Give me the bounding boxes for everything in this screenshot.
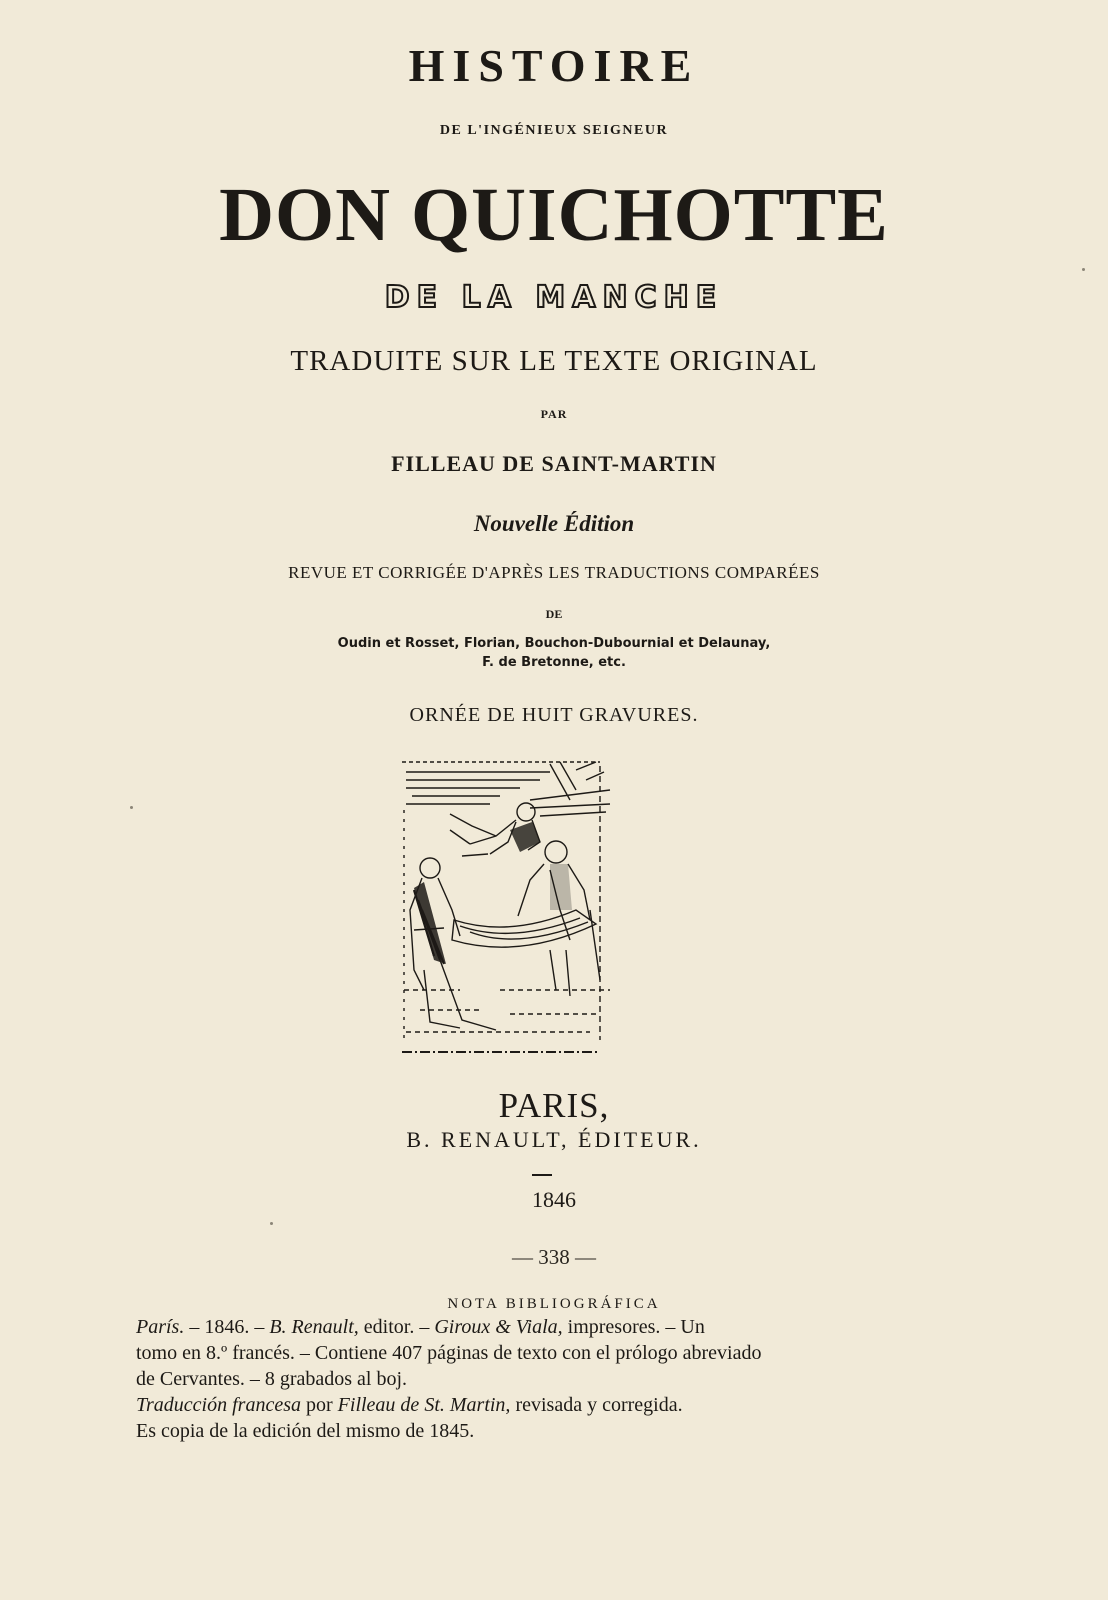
revision-note: REVUE ET CORRIGÉE D'APRÈS LES TRADUCTIONS COMPARÉES — [288, 563, 820, 582]
page-number: — 338 — — [512, 1245, 596, 1269]
paper-speck — [1082, 268, 1085, 271]
translators-list-line2: F. de Bretonne, etc. — [482, 655, 626, 670]
edition-label: Nouvelle Édition — [473, 511, 635, 536]
nota-translation: Traducción francesa — [136, 1394, 301, 1416]
nota-text: revisada y corregida. — [510, 1394, 683, 1416]
by-label: PAR — [540, 407, 568, 421]
nota-line-5: Es copia de la edición del mismo de 1845. — [136, 1420, 475, 1442]
nota-text: – 1846. – — [184, 1316, 270, 1338]
nota-publisher: B. Renault, — [269, 1316, 359, 1338]
bibliographic-note — [136, 1314, 916, 1444]
translation-note: TRADUITE SUR LE TEXTE ORIGINAL — [290, 345, 818, 377]
translators-list-line1: Oudin et Rosset, Florian, Bouchon-Dubournial et Delaunay, — [337, 636, 771, 651]
nota-text: impresores. – Un — [562, 1316, 705, 1338]
translator-name: FILLEAU DE SAINT-MARTIN — [391, 451, 717, 476]
paper-speck — [130, 806, 133, 809]
nota-text: por — [301, 1394, 338, 1416]
nota-translator: Filleau de St. Martin, — [337, 1394, 511, 1416]
nota-text: editor. – — [358, 1316, 435, 1338]
de-label: DE — [545, 607, 563, 621]
publisher-name: B. RENAULT, ÉDITEUR. — [406, 1127, 702, 1152]
nota-line-4 — [136, 1392, 916, 1418]
publication-year: 1846 — [532, 1187, 576, 1212]
nota-line-2: tomo en 8.º francés. – Contiene 407 páginas de texto con el prólogo abreviado — [136, 1342, 762, 1364]
nota-heading: NOTA BIBLIOGRÁFICA — [447, 1296, 661, 1312]
engravings-note: ORNÉE DE HUIT GRAVURES. — [409, 704, 699, 726]
nota-line-3: de Cervantes. – 8 grabados al boj. — [136, 1368, 408, 1390]
nota-line-1 — [136, 1314, 916, 1340]
nota-city: París. — [136, 1316, 185, 1338]
woodcut-illustration-icon — [400, 760, 612, 1060]
subheading-seigneur: DE L'INGÉNIEUX SEIGNEUR — [439, 123, 669, 138]
publication-city: PARIS, — [498, 1086, 610, 1125]
divider-rule — [532, 1174, 552, 1176]
decorative-subtitle: DE LA MANCHE — [384, 280, 724, 315]
nota-printers: Giroux & Viala, — [434, 1316, 563, 1338]
paper-speck — [270, 1222, 273, 1225]
heading-histoire: HISTOIRE — [408, 40, 700, 91]
book-title: DON QUICHOTTE — [219, 173, 889, 257]
